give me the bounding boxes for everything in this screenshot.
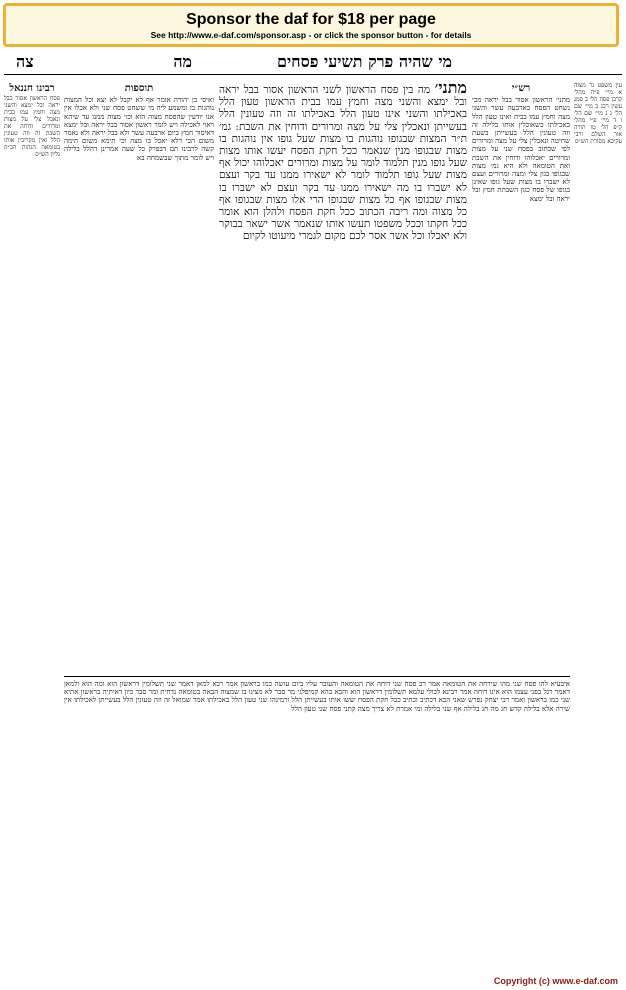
header-chapter: מי שהיה פרק תשיעי פסחים [277, 52, 452, 71]
bottom-divider [64, 676, 570, 677]
copyright-footer[interactable]: Copyright (c) www.e-daf.com [493, 976, 618, 986]
main-text-column [219, 82, 467, 674]
rashi-text: מתני׳ הראשון אסור בבל יראה מכי נשחט הפסח בארבעה עשר והשני מצה וחמץ עמו בבית ואינו טעון הלל באכילתו כשאוכלין אותו בלילה זה וזה טעונין הלל בעשייתן בשעת שחיטה ונאכלין צלי על מצה ומרורים לפי שכתוב בפסח שני על מצות ומרורים יאכלוהו ודוחין את השבת ואת הטומאה ולא היא גמ׳ מצות שבגופו כגון צלי ומצה ומרורים ועצם לא ישברו בו מצות שעל גופו שאינן בגופו של פסח כגון השבתת חמץ ובל יראה ובל ימצא [472, 96, 570, 203]
talmud-page [4, 52, 622, 970]
header-page-number: צה [16, 52, 34, 71]
bottom-text: איבעיא להו פסח שני מהו שידחה את הטומאה אמר רב פסח שני דוחה את הטומאה והעובר עליו ביום עושה כמו בראשון אמר רבא למאן דאמר שני תשלומין דראשון הוא ומה הוא ולמאן דאמר רגל בפני עצמו הוא אינו דוחה אמר רבינא לכולי עלמא תשלומין דראשון הוא והכא בהא קמיפלגי מר סבר לא מצינו בו שמצוה הבאה בטומאה נדחית ומר סבר כיון דאיתיה בראשון אתיא שני כמו בראשון ואמר רבי יצחק נפרש שאני הכא דכתיב וכתיב ככל חקת הפסח יעשו אותו בעשייתן הלל ורמינהו שני טעון הלל באכילתו אמר שמואל זה וזה טעונין הלל בעשייתן לאכילתו אין שירה אלא בלילה קדש חג מה חג בלילה אף שני בלילה ומי אמרת לא צריך מצה קתני פסח שני טעון הלל [64, 680, 570, 713]
main-text: מה בין פסח הראשון לשני הראשון אסור בבל יראה ובל ימצא והשני מצה וחמץ עמו בבית הראשון טעון הלל באכילתו והשני אינו טעון הלל באכילתו זה וזה טעונין הלל בעשייתן ונאכלין צלי על מצה ומרורים ודוחין את השבת: גמ׳ ת״ר המצות שבגופו נוהגות בו מצות שעל גופו אין נוהגות בו מצות שבגופו מנין שנאמר ככל חקת הפסח יעשו אותו מצות שעל גופו מנין תלמוד לומר על מצות ומרורים יאכלוהו יכול אף מצות שעל גופו תלמוד לומר לא ישאירו ממנו עד בקר ועצם לא ישברו בו מה ישאירו ממנו עד בקר ועצם לא ישברו בו מצות שבגופו אף כל מצות שבגופו הרי אלו מצות שבגופו אף כל מצוה ומה ריבה הכתוב ככל חקת הפסח ולהלן הוא אומר ככל חקתו וככל משפטו תעשו אותו שנאמר אשר ישאר בבוקר ולא יאכלו וכל אשר אסר לכם מקום לגמרי מיעוטו לקיום [219, 84, 467, 243]
margin-right-column [574, 82, 622, 882]
main-lead-word: מתני׳ [434, 82, 467, 97]
rashi-column [472, 82, 570, 732]
page-header [4, 52, 622, 75]
rabbeinu-chananel-label: רבינו חננאל [9, 83, 55, 94]
rashi-label: רש״י [511, 83, 531, 94]
sponsor-title[interactable]: Sponsor the daf for $18 per page [186, 11, 436, 28]
tosafot-column [64, 82, 214, 674]
margin-left-text: פסח הראשון אסור בבל יראה ובל ימצא והשני מצה וחמץ עמו בבית ונאכל צלי על מצות ומרורים ודוחה את השבת זה וזה טעונין הלל ואין מקריבין אותו בטומאה הגהות הב״ח גליון הש״ס [4, 95, 60, 158]
margin-right-text: עין משפט נר מצוה א מיי׳ פ״ה מהל׳ קרבן פסח הל׳ ב סמג עשין רכג ב מיי׳ שם הל׳ ג ג מיי׳ שם הל׳ ו ד מיי׳ פ״י מהל׳ ק״פ הל׳ טו תורה אור השלם ורבי עקיבא מסורת הש״ס [574, 82, 622, 145]
tosafot-label: תוספות [124, 83, 154, 94]
header-masechta: מה [173, 52, 192, 71]
sponsor-subtitle[interactable]: See http://www.e-daf.com/sponsor.asp - or click the sponsor button - for details [150, 30, 472, 40]
margin-left-column [4, 82, 60, 902]
sponsor-banner[interactable] [3, 3, 619, 47]
tosafot-text: ואיסי בן יהודה אומר אף לא יקבל לא יצא וכל המצות נוהגות בו ומשמע ליה מי ששחט פסח שני ולא אכלו אין אנו יודעין שהפסח מצוה הוא וכו׳ מצוה ממנו עד שיהא ראוי לאכילה ויש לומר ראשון אסור בבל יראה ובל ימצא דאיסור חמץ ביום ארבעה עשר ולא בבל יראה ולא נאמר משום הכי דלא יאכל בו מצה וכי תימא משום תימה קשה לרבינו תם דבפרק כל שעה אמרינן דהלל בלילה ויש לומר מתוך שבשמחה בא [64, 96, 214, 162]
bottom-commentary [64, 680, 570, 965]
